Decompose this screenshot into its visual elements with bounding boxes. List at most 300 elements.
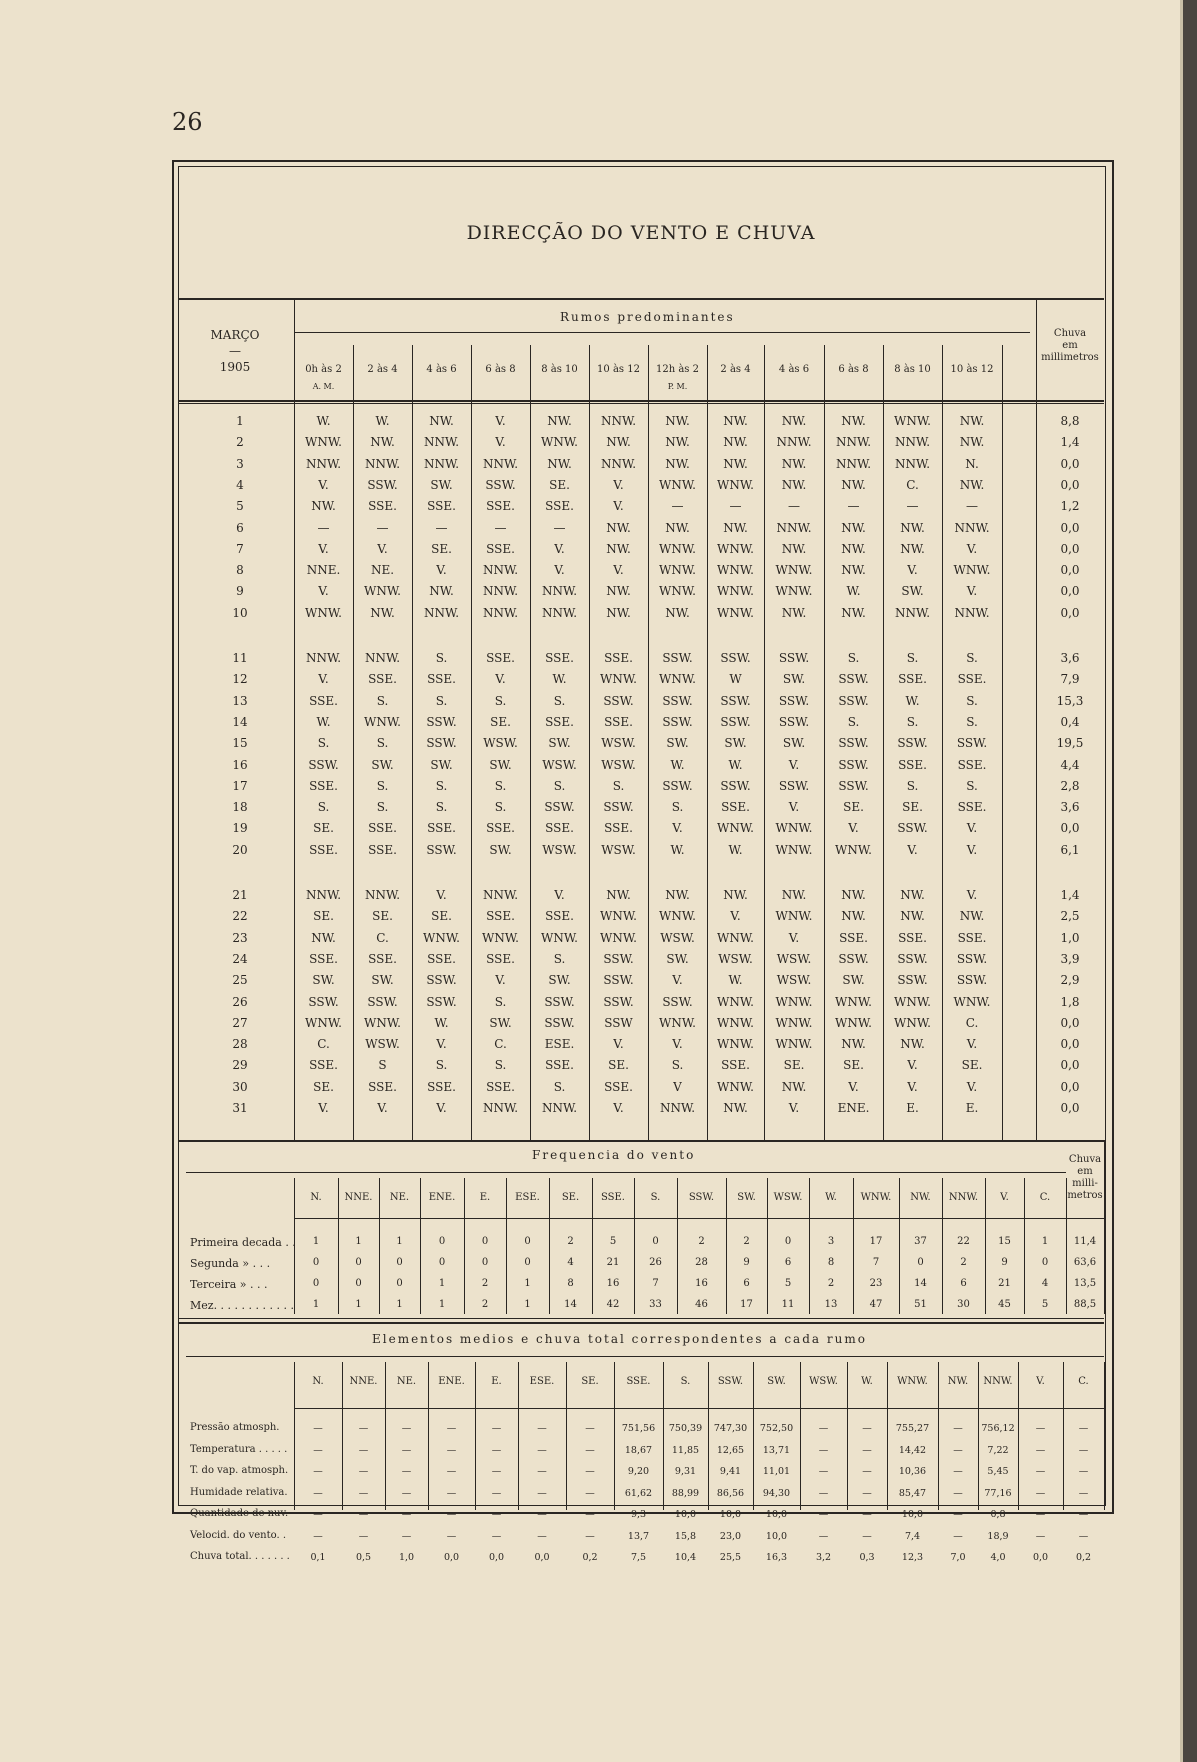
elem-cell: — xyxy=(401,1487,412,1499)
wind-direction-cell: SSW. xyxy=(720,778,751,793)
freq-header: E. xyxy=(479,1192,491,1203)
freq-top-rule xyxy=(178,1140,1104,1142)
elem-cell: 0,0 xyxy=(488,1552,505,1563)
freq-cell: 33 xyxy=(649,1299,662,1310)
elem-header: E. xyxy=(491,1376,502,1387)
wind-direction-cell: WNW. xyxy=(717,930,754,945)
freq-header: SSW. xyxy=(688,1192,715,1203)
day-number: 7 xyxy=(236,541,244,556)
wind-direction-cell: WNW. xyxy=(364,1015,401,1030)
elem-header: SW. xyxy=(767,1376,786,1387)
wind-direction-cell: SSE. xyxy=(309,778,338,793)
wind-direction-cell: WNW. xyxy=(305,1015,342,1030)
wind-direction-cell: WNW. xyxy=(717,584,754,599)
wind-direction-cell: W. xyxy=(316,714,331,729)
wind-direction-cell: S. xyxy=(435,693,448,708)
wind-direction-cell: V. xyxy=(613,1037,624,1052)
rumos-caption: Rumos predominantes xyxy=(560,310,735,324)
elem-header: W. xyxy=(861,1376,873,1387)
wind-direction-cell: SW. xyxy=(371,973,394,988)
freq-cell: 23 xyxy=(869,1278,883,1289)
elem-header: S. xyxy=(680,1376,691,1387)
rain-cell: 0,0 xyxy=(1060,1079,1080,1094)
wind-direction-cell: V. xyxy=(613,1101,624,1115)
wind-direction-cell: — xyxy=(966,499,978,514)
wind-direction-cell: SE. xyxy=(313,1079,334,1094)
wind-direction-cell: SSE. xyxy=(427,672,456,687)
wind-direction-cell: S. xyxy=(553,778,566,793)
wind-direction-cell: SSW. xyxy=(838,757,869,772)
wind-direction-cell: C. xyxy=(376,930,389,945)
page-edge-shadow xyxy=(1180,0,1183,1762)
wind-direction-cell: SSW. xyxy=(603,800,634,815)
rain-cell: 0,0 xyxy=(1060,584,1080,599)
wind-direction-cell: NNE. xyxy=(306,563,341,578)
wind-direction-cell: SW. xyxy=(666,951,689,966)
wind-direction-cell: S. xyxy=(671,1058,684,1073)
wind-direction-cell: SSW. xyxy=(720,714,751,729)
elem-cell: 0,3 xyxy=(859,1552,875,1563)
wind-direction-cell: — xyxy=(494,520,507,535)
elem-cell: 23,0 xyxy=(719,1530,742,1542)
wind-direction-cell: V. xyxy=(672,821,683,836)
freq-cell: 21 xyxy=(998,1278,1011,1289)
wind-direction-cell: WSW. xyxy=(365,1037,400,1052)
freq-cell: 2 xyxy=(698,1236,705,1247)
wind-direction-cell: C. xyxy=(494,1037,507,1052)
freq-cell: 14 xyxy=(914,1278,927,1289)
elem-cell: — xyxy=(1078,1444,1089,1456)
elem-cell: 0,5 xyxy=(355,1552,372,1563)
wind-direction-cell: — xyxy=(553,520,566,535)
wind-direction-cell: SE. xyxy=(431,541,452,556)
wind-direction-cell: S. xyxy=(435,778,448,793)
wind-direction-cell: NNW. xyxy=(954,520,990,535)
elem-cell: 0,0 xyxy=(443,1552,460,1563)
wind-direction-cell: WNW. xyxy=(835,842,872,857)
freq-cell: 0 xyxy=(917,1257,924,1268)
wind-direction-cell: V. xyxy=(613,563,624,578)
rain-cell: 0,0 xyxy=(1060,821,1080,836)
wind-direction-cell: NW. xyxy=(606,541,631,556)
elem-cell: — xyxy=(585,1466,595,1477)
wind-direction-cell: S. xyxy=(906,651,919,665)
elem-cell: — xyxy=(358,1530,369,1542)
rain-cell: 19,5 xyxy=(1056,736,1084,751)
freq-cell: 15 xyxy=(998,1236,1011,1247)
wind-direction-cell: — xyxy=(847,499,860,514)
wind-direction-cell: NW. xyxy=(723,456,748,471)
elem-header: NNW. xyxy=(983,1376,1013,1387)
rain-cell: 0,0 xyxy=(1060,520,1080,535)
rain-cell: 0,0 xyxy=(1060,456,1080,471)
freq-cell: 1 xyxy=(396,1299,403,1310)
elem-cell: 94,30 xyxy=(762,1487,791,1499)
wind-direction-cell: NW. xyxy=(723,435,748,450)
freq-cell: 7 xyxy=(652,1278,659,1289)
day-number: 1 xyxy=(236,414,244,428)
elem-cell: — xyxy=(953,1444,963,1456)
freq-header: ENE. xyxy=(428,1192,456,1203)
wind-direction-cell: SSE. xyxy=(368,499,397,514)
wind-direction-cell: NNW. xyxy=(776,520,812,535)
wind-direction-cell: SW. xyxy=(371,757,394,772)
wind-direction-cell: SE. xyxy=(372,909,393,924)
wind-direction-cell: NW. xyxy=(370,435,395,450)
freq-cell: 4 xyxy=(567,1257,574,1268)
wind-direction-cell: V xyxy=(673,1079,682,1094)
elem-cell: — xyxy=(537,1487,547,1499)
wind-direction-cell: S. xyxy=(966,778,978,793)
wind-direction-cell: NW. xyxy=(781,414,807,428)
freq-cell: 0 xyxy=(355,1278,362,1289)
wind-direction-cell: S. xyxy=(612,778,625,793)
wind-direction-cell: V. xyxy=(554,541,565,556)
elem-cell: — xyxy=(1078,1466,1089,1477)
wind-direction-cell: SSW. xyxy=(426,973,457,988)
wind-direction-cell: SSW. xyxy=(662,994,693,1009)
wind-direction-cell: WNW. xyxy=(541,930,578,945)
wind-direction-cell: W. xyxy=(670,757,685,772)
rain-cell: 6,1 xyxy=(1060,842,1080,857)
elem-cell: — xyxy=(862,1444,872,1456)
wind-direction-cell: SSW. xyxy=(603,693,634,708)
wind-direction-cell: NNW. xyxy=(600,456,637,471)
wind-direction-cell: SSE. xyxy=(721,800,750,815)
wind-direction-cell: NNW. xyxy=(541,584,578,599)
freq-cell: 0 xyxy=(355,1257,362,1268)
elem-cell: 16,3 xyxy=(765,1552,788,1563)
wind-direction-cell: S. xyxy=(317,800,330,815)
wind-direction-cell: NNW. xyxy=(305,456,342,471)
rain-cell: 0,0 xyxy=(1060,605,1080,620)
elem-cell: — xyxy=(537,1444,547,1456)
elem-cell: 14,42 xyxy=(898,1444,927,1456)
rain-header: Chuva xyxy=(1053,328,1087,339)
freq-cell: 46 xyxy=(695,1299,708,1310)
rain-cell: 0,4 xyxy=(1060,714,1080,729)
wind-direction-cell: — xyxy=(729,499,742,514)
wind-direction-cell: V. xyxy=(907,842,918,857)
freq-cell: 4 xyxy=(1041,1278,1049,1289)
wind-direction-cell: WNW. xyxy=(305,605,342,620)
elem-cell: 755,27 xyxy=(895,1423,930,1434)
time-header: 0h às 2 xyxy=(305,364,342,375)
wind-direction-cell: S. xyxy=(847,651,860,665)
wind-direction-cell: W xyxy=(729,672,742,687)
elem-cell: — xyxy=(585,1487,595,1499)
elem-row-label: Velocid. do vento. . xyxy=(190,1529,287,1541)
wind-direction-cell: NW. xyxy=(841,520,866,535)
wind-direction-cell: NNW. xyxy=(835,456,872,471)
wind-direction-cell: WNW. xyxy=(659,909,696,924)
freq-cell: 0 xyxy=(1041,1257,1049,1268)
rain-cell: 1,8 xyxy=(1060,994,1080,1009)
rain-header: em xyxy=(1062,340,1078,351)
elem-cell: 13,71 xyxy=(762,1444,791,1456)
wind-direction-cell: SSW. xyxy=(544,994,575,1009)
elem-cell: — xyxy=(818,1530,829,1542)
wind-direction-cell: SSW. xyxy=(367,994,398,1009)
wind-direction-cell: NW. xyxy=(841,888,866,902)
elem-cell: — xyxy=(1078,1487,1089,1499)
elem-cell: — xyxy=(1035,1423,1046,1434)
elem-cell: 7,4 xyxy=(904,1530,921,1542)
elem-cell: 4,0 xyxy=(990,1552,1006,1563)
wind-direction-cell: SSW. xyxy=(426,714,457,729)
time-header: 6 às 8 xyxy=(838,364,869,375)
wind-direction-cell: V. xyxy=(966,821,978,836)
elem-cell: 9,3 xyxy=(630,1509,647,1520)
wind-direction-cell: NNW. xyxy=(659,1101,696,1115)
elem-cell: 10,0 xyxy=(674,1509,697,1520)
wind-direction-cell: WNW. xyxy=(775,563,813,578)
wind-direction-cell: NW. xyxy=(959,909,985,924)
elem-cell: 5,45 xyxy=(987,1466,1009,1477)
day-number: 6 xyxy=(236,520,244,535)
wind-direction-cell: V. xyxy=(613,477,624,492)
wind-direction-cell: V. xyxy=(907,1079,918,1094)
elem-cell: — xyxy=(953,1423,963,1434)
wind-direction-cell: WNW. xyxy=(835,1015,872,1030)
rain-cell: 1,2 xyxy=(1060,499,1080,514)
wind-direction-cell: SSE. xyxy=(839,930,868,945)
elem-header: SE. xyxy=(581,1376,599,1387)
elem-cell: — xyxy=(358,1466,369,1477)
freq-cell: 2 xyxy=(743,1236,750,1247)
wind-direction-cell: SSW. xyxy=(838,672,869,687)
elem-header: C. xyxy=(1078,1376,1089,1387)
wind-direction-cell: WSW. xyxy=(542,757,577,772)
wind-direction-cell: NW. xyxy=(841,1037,866,1052)
elem-cell: 13,7 xyxy=(627,1530,650,1542)
wind-direction-cell: NW. xyxy=(723,414,748,428)
header-bottom-rule-2 xyxy=(178,403,1104,404)
wind-direction-cell: NW. xyxy=(606,520,631,535)
header-bottom-rule xyxy=(178,400,1104,402)
wind-direction-cell: SSW. xyxy=(544,1015,575,1030)
wind-direction-cell: SSW. xyxy=(838,693,869,708)
wind-direction-cell: V. xyxy=(318,541,329,556)
rain-cell: 0,0 xyxy=(1060,1015,1080,1030)
wind-direction-cell: SSE. xyxy=(545,714,574,729)
wind-direction-cell: WNW. xyxy=(482,930,519,945)
wind-direction-cell: SE. xyxy=(843,1058,864,1073)
elem-cell: 85,47 xyxy=(898,1487,927,1499)
elem-cell: — xyxy=(401,1530,412,1542)
freq-cell: 1 xyxy=(312,1299,320,1310)
elem-cell: — xyxy=(313,1444,323,1456)
wind-direction-cell: NNW. xyxy=(600,414,637,428)
rain-cell: 0,0 xyxy=(1060,1101,1080,1115)
wind-direction-cell: S. xyxy=(906,778,919,793)
col-divider xyxy=(1002,345,1003,1140)
wind-direction-cell: SSW. xyxy=(838,778,869,793)
wind-direction-cell: SSW. xyxy=(367,477,398,492)
elem-cell: 10,0 xyxy=(901,1509,924,1520)
wind-direction-cell: S. xyxy=(494,693,507,708)
elem-cell: 10,0 xyxy=(719,1509,742,1520)
elem-cell: — xyxy=(313,1530,323,1542)
freq-cell: 17 xyxy=(869,1236,883,1247)
wind-direction-cell: NW. xyxy=(900,1037,925,1052)
wind-direction-cell: V. xyxy=(436,563,447,578)
elem-cell: 7,0 xyxy=(950,1552,966,1563)
day-number: 4 xyxy=(236,477,244,492)
elem-row-label: Quantidade de nuv. xyxy=(190,1508,289,1519)
wind-direction-cell: WSW. xyxy=(601,757,636,772)
wind-direction-cell: WNW. xyxy=(835,994,872,1009)
wind-direction-cell: WNW. xyxy=(894,1015,931,1030)
wind-direction-cell: — xyxy=(435,520,448,535)
wind-direction-cell: SSW. xyxy=(603,951,634,966)
wind-direction-cell: — xyxy=(788,499,800,514)
day-number: 5 xyxy=(236,499,244,514)
wind-direction-cell: NNW. xyxy=(776,435,812,450)
elem-caption: Elementos medios e chuva total correspondentes a cada rumo xyxy=(372,1332,867,1346)
wind-direction-cell: V. xyxy=(554,888,565,902)
wind-direction-cell: SSE. xyxy=(957,672,987,687)
elem-cell: — xyxy=(446,1444,457,1456)
wind-direction-cell: SE. xyxy=(490,714,511,729)
time-header: 10 às 12 xyxy=(597,364,640,375)
wind-direction-cell: N. xyxy=(965,456,979,471)
rain-cell: 3,6 xyxy=(1060,800,1080,815)
wind-direction-cell: WNW. xyxy=(775,1037,813,1052)
elem-row-label: Temperatura . . . . . xyxy=(190,1443,288,1455)
wind-direction-cell: SSW. xyxy=(778,693,810,708)
wind-direction-cell: S. xyxy=(376,736,389,751)
wind-direction-cell: NW. xyxy=(665,520,690,535)
wind-direction-cell: SE. xyxy=(313,909,334,924)
elem-cell: — xyxy=(537,1466,547,1477)
wind-direction-cell: NNW. xyxy=(541,605,578,620)
wind-direction-cell: SW. xyxy=(489,757,512,772)
elem-cell: 9,20 xyxy=(627,1466,650,1477)
freq-header: SE. xyxy=(561,1192,580,1203)
elem-cell: — xyxy=(585,1444,595,1456)
wind-direction-cell: S. xyxy=(966,693,978,708)
wind-direction-cell: SSE. xyxy=(368,821,397,836)
wind-direction-cell: WNW. xyxy=(364,714,401,729)
day-number: 16 xyxy=(232,757,248,772)
freq-cell: 0 xyxy=(312,1278,320,1289)
rain-cell: 15,3 xyxy=(1056,693,1084,708)
wind-direction-cell: NW. xyxy=(429,414,454,428)
elem-cell: — xyxy=(313,1509,323,1520)
wind-direction-cell: SW. xyxy=(430,477,453,492)
elem-cell: — xyxy=(1078,1423,1089,1434)
wind-direction-cell: V. xyxy=(318,1101,329,1115)
freq-cell: 11 xyxy=(781,1299,795,1310)
wind-direction-cell: WSW. xyxy=(483,736,518,751)
time-header: 4 às 6 xyxy=(778,364,810,375)
wind-direction-cell: NNW. xyxy=(894,456,931,471)
day-number: 24 xyxy=(232,951,248,966)
rain-cell: 4,4 xyxy=(1060,757,1080,772)
wind-direction-cell: SSW. xyxy=(426,842,457,857)
wind-direction-cell: NNW. xyxy=(423,605,460,620)
wind-direction-cell: SSE. xyxy=(309,951,338,966)
freq-cell: 47 xyxy=(869,1299,883,1310)
wind-direction-cell: S. xyxy=(906,714,919,729)
wind-direction-cell: NW. xyxy=(723,888,748,902)
freq-rain-cell: 88,5 xyxy=(1073,1299,1097,1310)
wind-direction-cell: WNW. xyxy=(600,909,637,924)
rain-cell: 1,4 xyxy=(1060,435,1080,450)
freq-cell: 17 xyxy=(740,1299,753,1310)
day-number: 26 xyxy=(232,994,248,1009)
freq-header: ESE. xyxy=(515,1192,540,1203)
wind-direction-cell: SSE. xyxy=(486,951,515,966)
wind-direction-cell: NNW. xyxy=(305,888,342,902)
wind-direction-cell: V. xyxy=(554,563,565,578)
freq-cell: 1 xyxy=(312,1236,320,1247)
freq-header: WSW. xyxy=(773,1192,803,1203)
freq-row-label: Mez. . . . . . . . . . . . xyxy=(190,1299,294,1312)
wind-direction-cell: NNW. xyxy=(835,435,872,450)
elem-row-label: Chuva total. . . . . . . xyxy=(190,1551,290,1562)
day-number: 3 xyxy=(236,456,244,471)
freq-header: NNW. xyxy=(948,1192,979,1203)
elem-cell: — xyxy=(1035,1530,1046,1542)
freq-cell: 45 xyxy=(998,1299,1011,1310)
elem-cell: — xyxy=(862,1487,872,1499)
time-header: 2 às 4 xyxy=(720,364,751,375)
wind-direction-cell: V. xyxy=(318,477,329,492)
elem-cell: — xyxy=(953,1466,963,1477)
freq-rain-cell: 63,6 xyxy=(1073,1257,1097,1268)
wind-direction-cell: NW. xyxy=(547,456,572,471)
wind-direction-cell: ESE. xyxy=(544,1037,575,1052)
wind-direction-cell: NNW. xyxy=(482,563,519,578)
wind-direction-cell: SSE. xyxy=(604,821,633,836)
wind-direction-cell: SSW xyxy=(604,1015,633,1030)
freq-cell: 9 xyxy=(743,1257,750,1268)
freq-cell: 14 xyxy=(564,1299,577,1310)
elem-cell: 750,39 xyxy=(668,1423,703,1434)
wind-direction-cell: WNW. xyxy=(541,435,578,450)
rain-cell: 8,8 xyxy=(1060,414,1080,428)
wind-direction-cell: NW. xyxy=(665,456,690,471)
month-dash: — xyxy=(229,344,241,358)
wind-direction-cell: SSW. xyxy=(662,714,693,729)
wind-direction-cell: SSE. xyxy=(368,842,397,857)
wind-direction-cell: NW. xyxy=(429,584,454,599)
rumos-rule xyxy=(294,332,1030,333)
elem-cell: — xyxy=(358,1444,369,1456)
wind-direction-cell: NW. xyxy=(370,605,395,620)
page-edge xyxy=(1183,0,1197,1762)
day-number: 30 xyxy=(232,1079,248,1094)
wind-direction-cell: V. xyxy=(788,1101,800,1115)
freq-rain-header: Chuva xyxy=(1068,1154,1102,1165)
wind-direction-cell: WNW. xyxy=(717,563,754,578)
wind-direction-cell: V. xyxy=(966,888,978,902)
wind-direction-cell: NW. xyxy=(841,605,866,620)
freq-cell: 5 xyxy=(609,1236,617,1247)
wind-direction-cell: W. xyxy=(846,584,861,599)
elem-cell: — xyxy=(491,1423,502,1434)
elem-row-label: T. do vap. atmosph. xyxy=(190,1465,289,1476)
elem-cell: — xyxy=(358,1487,369,1499)
wind-direction-cell: NW. xyxy=(311,930,336,945)
wind-direction-cell: NW. xyxy=(959,435,985,450)
wind-direction-cell: NNW. xyxy=(894,605,931,620)
day-number: 13 xyxy=(232,693,248,708)
wind-direction-cell: SSE. xyxy=(604,1079,633,1094)
day-number: 21 xyxy=(232,888,248,902)
